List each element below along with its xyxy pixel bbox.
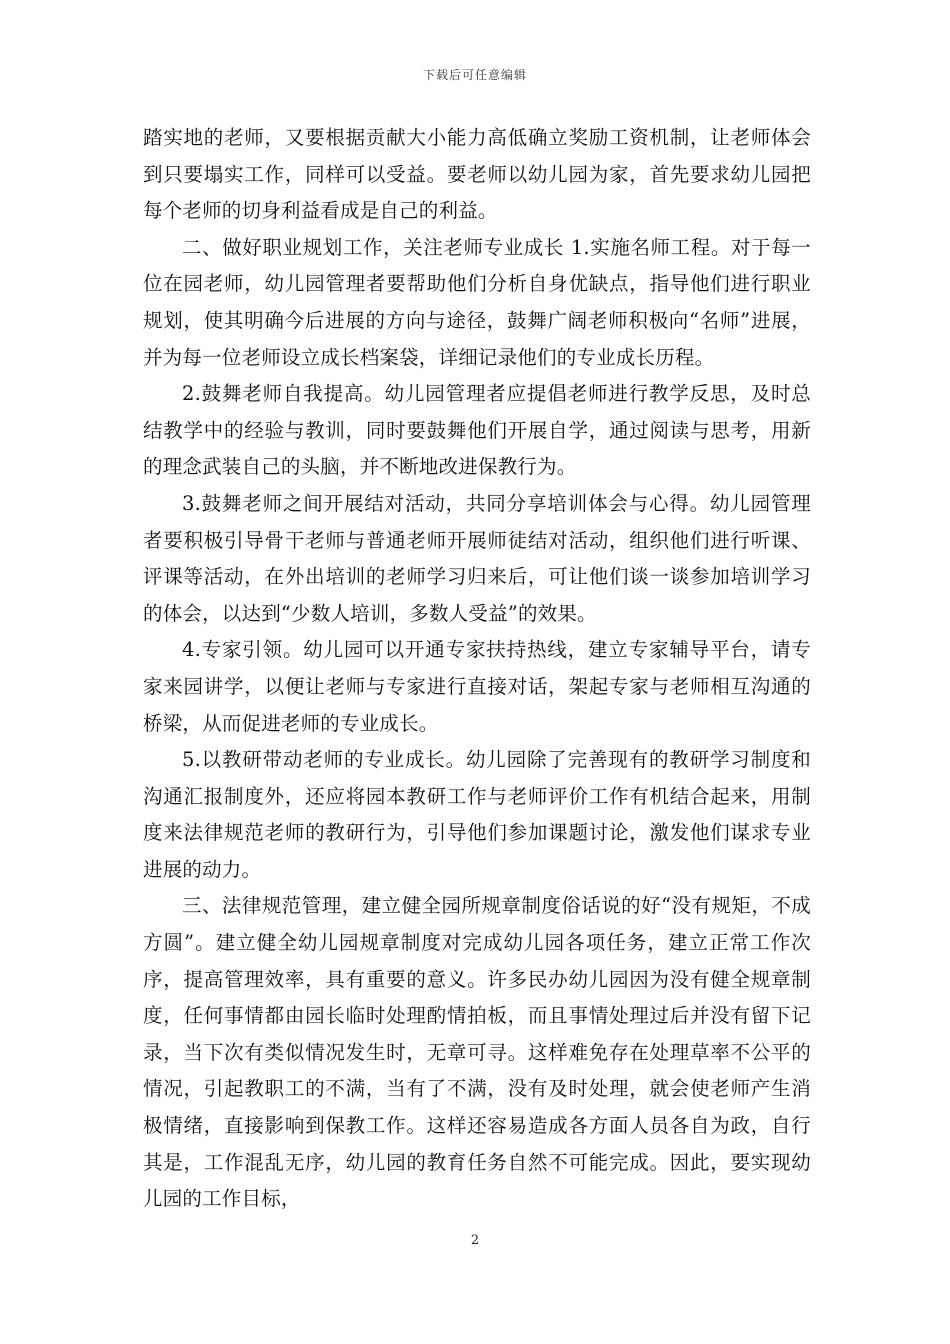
paragraph-item-5: 5.以教研带动老师的专业成长。幼儿园除了完善现有的教研学习制度和沟通汇报制度外，还应将园本教研工作与老师评价工作有机结合起来，用制度来法律规范老师的教研行为，引导他们参加课题讨论，激发他们谋求专业进展的动力。 [143, 748, 811, 881]
paragraph-section-three: 三、法律规范管理，建立健全园所规章制度俗话说的好“没有规矩，不成方圆”。建立健全幼儿园规章制度对完成幼儿园各项任务，建立正常工作次序，提高管理效率，具有重要的意义。许多民办幼儿园因为没有健全规章制度，任何事情都由园长临时处理酌情拍板，而且事情处理过后并没有留下记录，当下次有类似情况发生时，无章可寻。这样难免存在处理草率不公平的情况，引起教职工的不满，当有了不满，没有及时处理，就会使老师产生消极情绪，直接影响到保教工作。这样还容易造成各方面人员各自为政，自行其是，工作混乱无序，幼儿园的教育任务自然不可能完成。因此，要实现幼儿园的工作目标， [143, 894, 811, 1211]
header-note: 下载后可任意编辑 [422, 68, 527, 82]
paragraph-item-2: 2.鼓舞老师自我提高。幼儿园管理者应提倡老师进行教学反思，及时总结教学中的经验与教训，同时要鼓舞他们开展自学，通过阅读与思考，用新的理念武装自己的头脑，并不断地改进保教行为。 [143, 382, 811, 479]
paragraph-item-3: 3.鼓舞老师之间开展结对活动，共同分享培训体会与心得。幼儿园管理者要积极引导骨干老师与普通老师开展师徒结对活动，组织他们进行听课、评课等活动，在外出培训的老师学习归来后，可让他们谈一谈参加培训学习的体会，以达到“少数人培训，多数人受益”的效果。 [143, 491, 811, 625]
document-body [143, 120, 811, 1218]
page-number: 2 [470, 1233, 480, 1248]
paragraph-item-4: 4.专家引领。幼儿园可以开通专家扶持热线，建立专家辅导平台，请专家来园讲学，以便让老师与专家进行直接对话，架起专家与老师相互沟通的桥梁，从而促进老师的专业成长。 [143, 638, 811, 735]
paragraph-continuation: 踏实地的老师，又要根据贡献大小能力高低确立奖励工资机制，让老师体会到只要塌实工作，同样可以受益。要老师以幼儿园为家，首先要求幼儿园把每个老师的切身利益看成是自己的利益。 [143, 126, 811, 223]
paragraph-section-two: 二、做好职业规划工作，关注老师专业成长 1.实施名师工程。对于每一位在园老师，幼儿园管理者要帮助他们分析自身优缺点，指导他们进行职业规划，使其明确今后进展的方向与途径，鼓舞广阔老师积极向“名师”进展，并为每一位老师设立成长档案袋，详细记录他们的专业成长历程。 [143, 235, 811, 369]
